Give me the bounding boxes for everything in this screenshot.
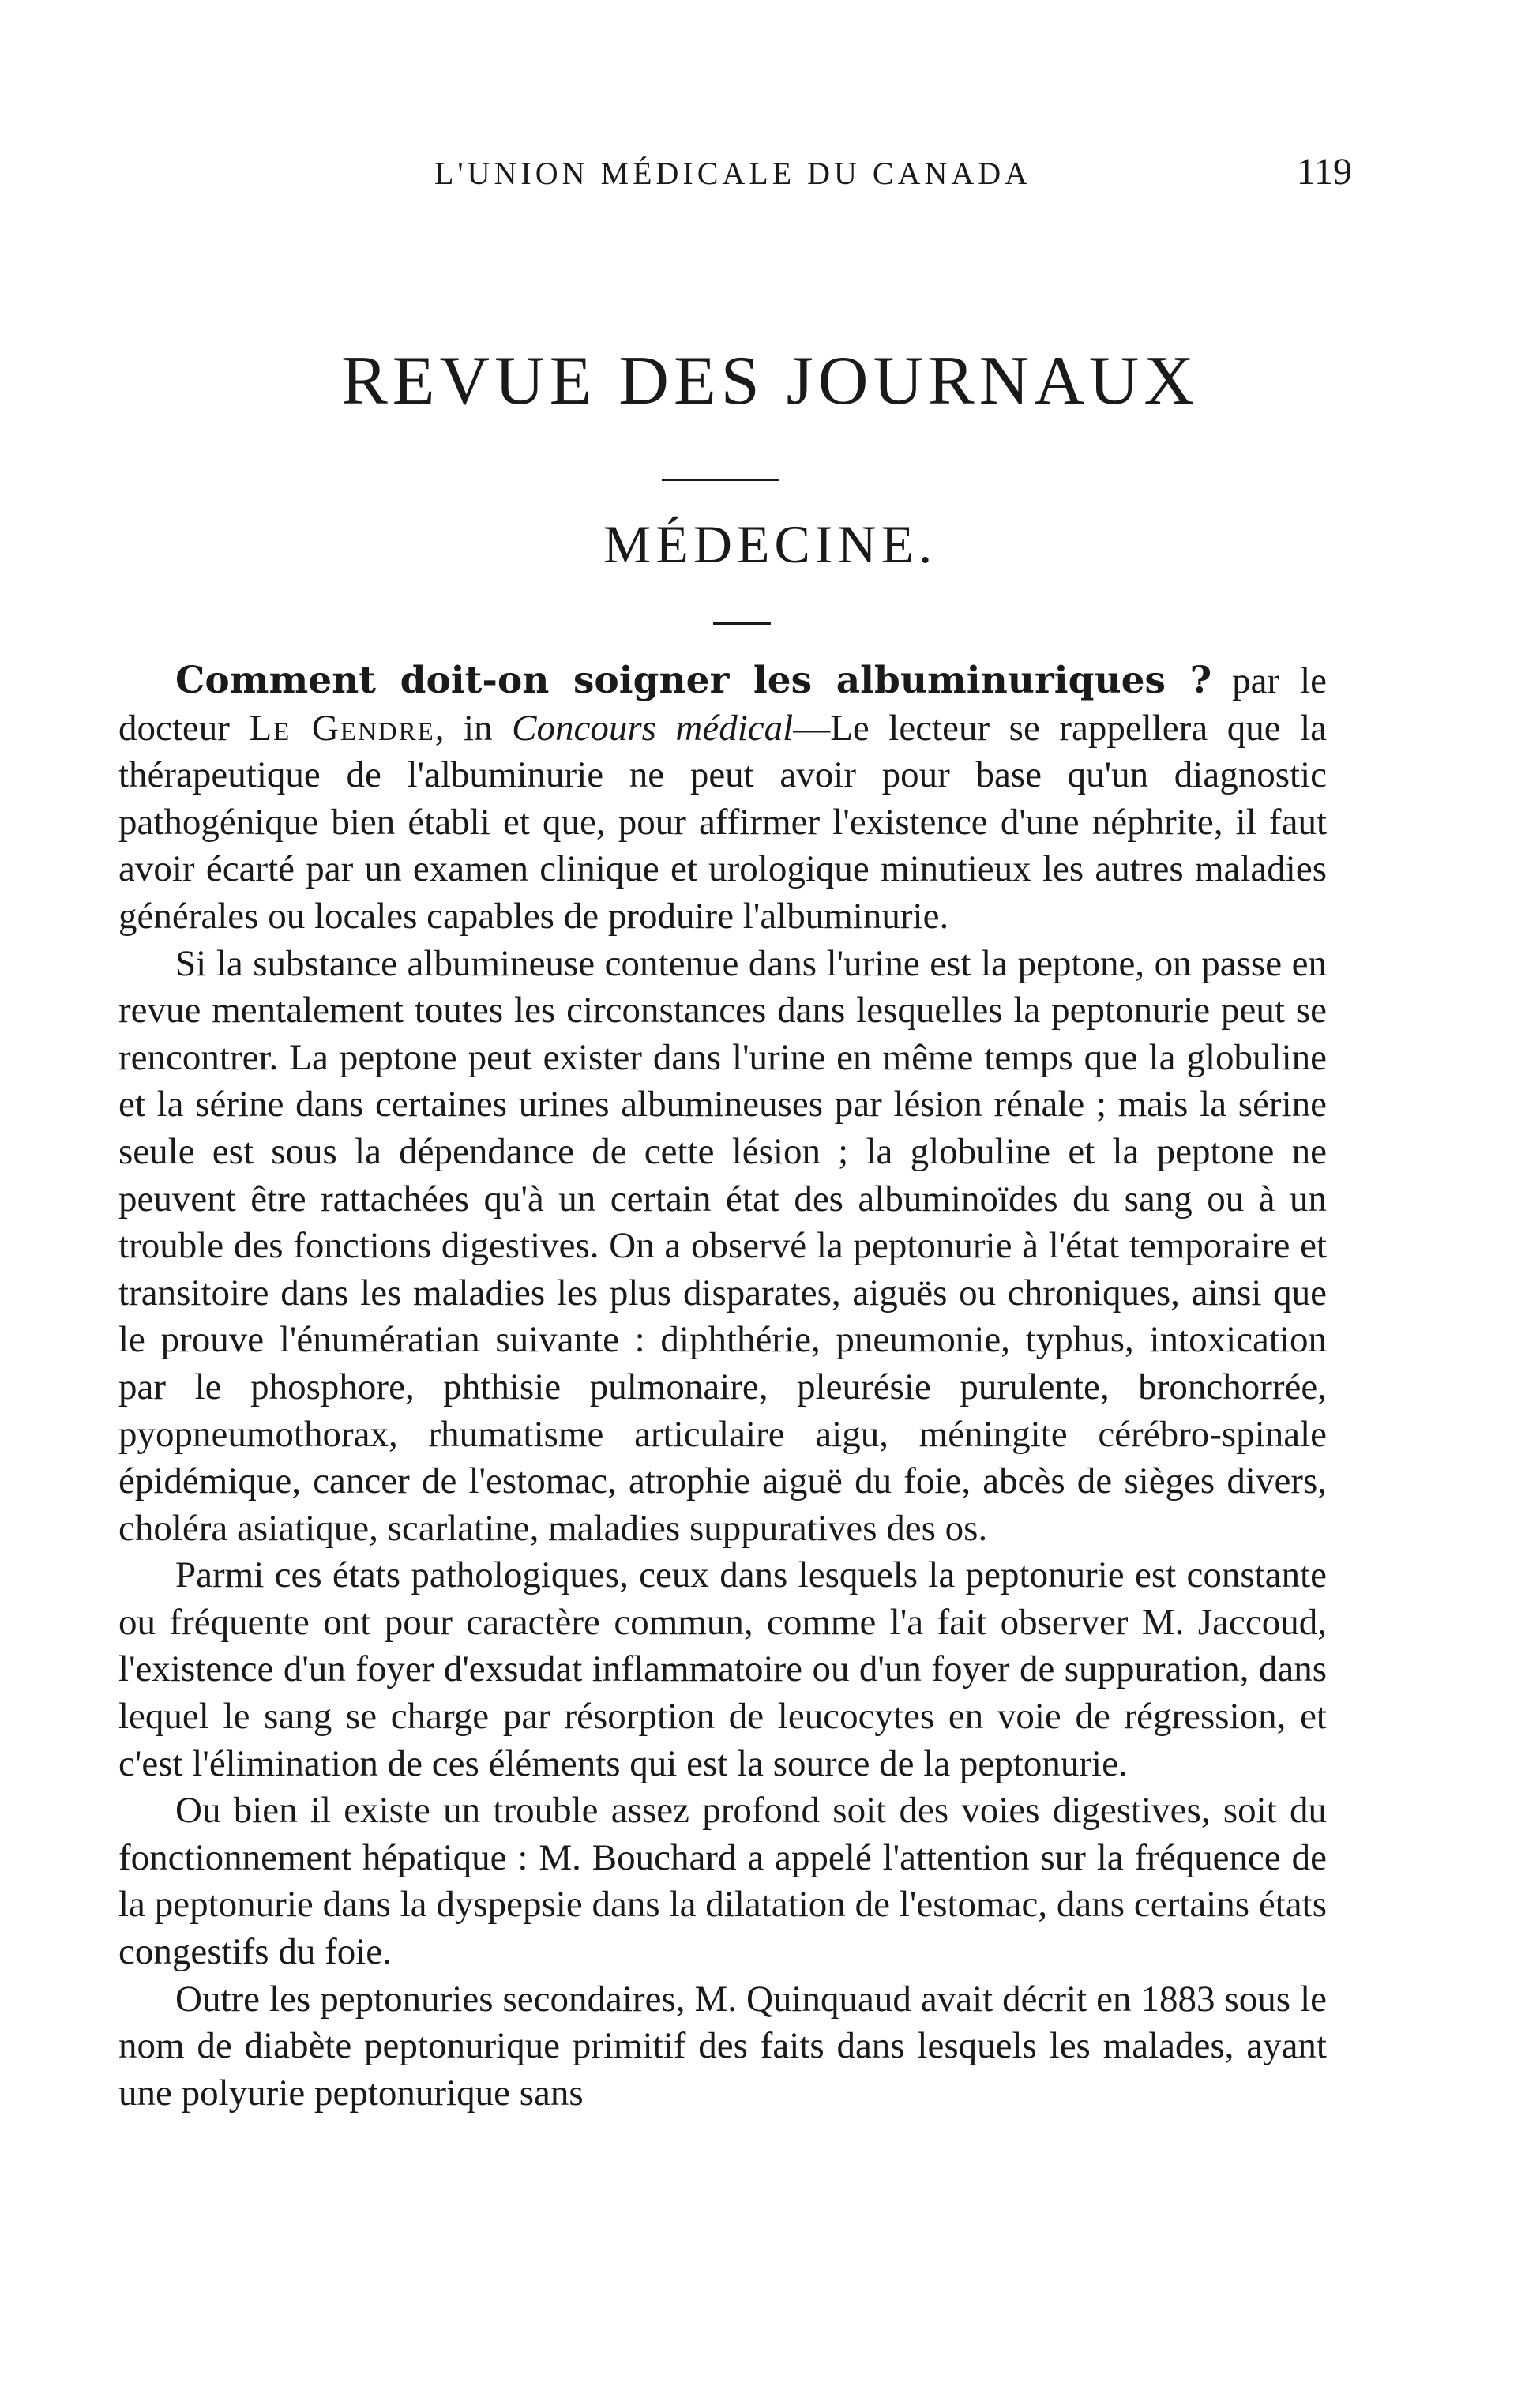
paragraph-3: Parmi ces états pathologiques, ceux dans lesquels la peptonurie est constante ou fréquente ont pour caractère commun, comme l'a fait observer M. Jaccoud, l'existence d'un foyer d'exsudat inflammatoire ou d'un foyer de suppuration, dans lequel le sang se charge par résorption de leucocytes en voie de régression, et c'est l'élimination de ces éléments qui est la source de la peptonurie.	[118, 1554, 1327, 1784]
byline-text: par le docteur	[118, 660, 1327, 749]
paragraph-5: Outre les peptonuries secondaires, M. Quinquaud avait décrit en 1883 sous le nom de diabète peptonurique primitif des faits dans lesquels les malades, ayant une polyurie peptonurique sans	[118, 1978, 1327, 2114]
divider-rule-short	[713, 622, 771, 625]
article-title: Comment doit-on soigner les albuminuriques ?	[175, 659, 1212, 702]
paragraph-2: Si la substance albumineuse contenue dans l'urine est la peptone, on passe en revue mentalement toutes les circonstances dans lesquelles la peptonurie peut se rencontrer. La peptone peut exister dans l'urine en même temps que la globuline et la sérine dans certaines urines albumineuses par lésion rénale ; mais la sérine seule est sous la dépendance de cette lésion ; la globuline et la peptone ne peuvent être rattachées qu'à un certain état des albuminoïdes du sang ou à un trouble des fonctions digestives. On a observé la peptonurie à l'état temporaire et transitoire dans les maladies les plus disparates, aiguës ou chroniques, ainsi que le prouve l'énumératian suivante : diphthérie, pneumonie, typhus, intoxication par le phosphore, phthisie pulmonaire, pleurésie purulente, bronchorrée, pyopneumothorax, rhumatisme articulaire aigu, méningite cérébro-spinale épidémique, cancer de l'estomac, atrophie aiguë du foie, abcès de sièges divers, choléra asiatique, scarlatine, maladies suppuratives des os.	[118, 942, 1327, 1549]
article-body	[118, 657, 1327, 2117]
section-title: REVUE DES JOURNAUX	[341, 343, 1199, 419]
source-prefix: , in	[434, 707, 513, 749]
paragraph-1	[118, 657, 1327, 941]
paragraph-4: Ou bien il existe un trouble assez profond soit des voies digestives, soit du fonctionnement hépatique : M. Bouchard a appelé l'attention sur la fréquence de la peptonurie dans la dyspepsie dans la dilatation de l'estomac, dans certains états congestifs du foie.	[118, 1790, 1327, 1973]
subsection-title: MÉDECINE.	[603, 514, 937, 574]
divider-rule	[662, 479, 779, 481]
paragraph-1-text: —Le lecteur se rappellera que la thérapeutique de l'albuminurie ne peut avoir pour base qu'un diagnostic pathogénique bien établi et que, pour affirmer l'existence d'une néphrite, il faut avoir écarté par un examen clinique et urologique minutieux les autres maladies générales ou locales capables de produire l'albuminurie.	[118, 707, 1327, 937]
page-number: 119	[1296, 151, 1352, 193]
running-title: L'UNION MÉDICALE DU CANADA	[434, 156, 1032, 191]
running-head	[120, 151, 1352, 202]
source-journal: Concours médical	[512, 707, 794, 749]
author-name: Le Gendre	[249, 707, 435, 749]
